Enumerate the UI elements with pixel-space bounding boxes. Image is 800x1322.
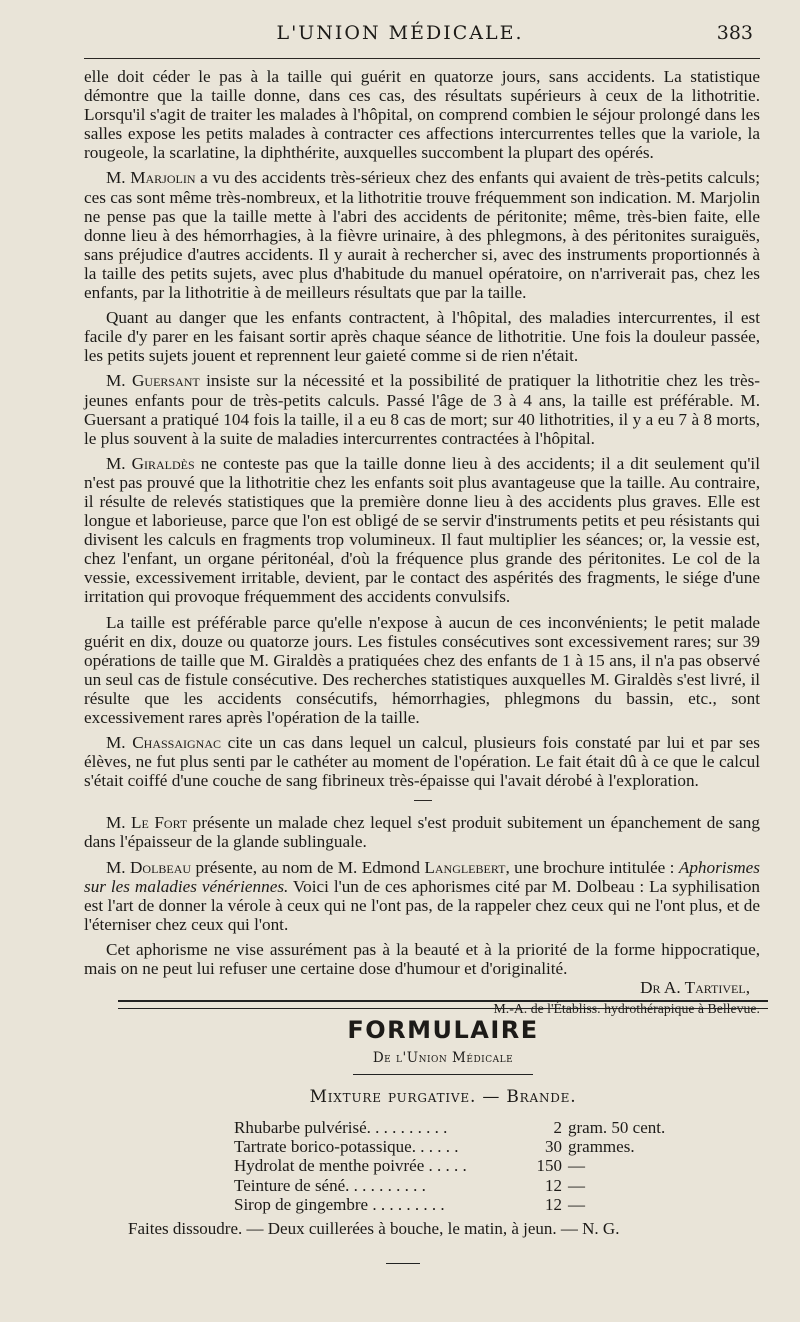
ingredient-name: Teinture de séné. . . . . . . . . . xyxy=(234,1175,426,1195)
recipe-title: Mixture purgative. — Brande. xyxy=(309,1087,577,1107)
paragraph-3: Quant au danger que les enfants contractent, à l'hôpital, des maladies intercurrentes, il est facile d'y parer en les faisant sortir après chaque séance de lithotritie. Une fois la douleur passée, les petits sujets jouent et reprennent leur gaieté comme si de rien n'était. xyxy=(84,308,760,366)
section-double-rule xyxy=(118,1000,768,1009)
ingredient-unit: grammes. xyxy=(568,1137,635,1157)
brochure-title: Aphorismes sur les maladies vénériennes. xyxy=(84,857,760,896)
formulaire-title: FORMULAIRE xyxy=(347,1016,539,1044)
end-rule xyxy=(386,1263,420,1264)
ingredient-row xyxy=(234,1176,704,1195)
ingredient-row xyxy=(234,1195,704,1214)
page-number: 383 xyxy=(716,22,753,44)
recipe-directions: Faites dissoudre. — Deux cuillerées à bouche, le matin, à jeun. — N. G. xyxy=(128,1219,620,1238)
speaker-name: M. Le Fort xyxy=(106,813,188,833)
section-dash xyxy=(414,800,432,801)
formulaire-rule xyxy=(353,1074,533,1075)
running-header xyxy=(0,22,800,52)
paragraph-giraldes: M. Giraldès ne conteste pas que la taille donne lieu à des accidents; il a dit seulement qu'il n'est pas prouvé que la lithotritie chez les enfants soit plus avantageuse que la taille. Au contraire, il résulte de relevés statistiques que la première donne lieu à des accidents plus graves. Elle est longue et laborieuse, parce que l'on est obligé de se servir d'instruments petits et peu résistants qui divisent les calculs en fragments trop volumineux. Il faut multiplier les séances; or, la vessie est, chez l'enfant, un organe péritonéal, d'où la fréquence plus grande des péritonites. Le col de la vessie, excessivement irritable, devient, par le contact des aspérités des fragments, le siége d'une irritation qui provoque fréquemment des accidents convulsifs. xyxy=(84,453,760,607)
ingredient-quantity: 12 xyxy=(545,1175,562,1195)
paragraph-1: elle doit céder le pas à la taille qui guérit en quatorze jours, sans accidents. La statistique démontre que la taille donne, dans ces cas, des résultats supérieurs à ceux de la lithotritie. Lorsqu'il s'agit de traiter les malades à l'hôpital, on comprend combien le séjour prolongé dans les salles expose les petits malades à contracter ces affections intercurrentes telles que la variole, la rougeole, la scarlatine, la diphthérite, auxquelles succombent la plupart des opérés. xyxy=(84,67,760,163)
paragraph-chassaignac: M. Chassaignac cite un cas dans lequel un calcul, plusieurs fois constaté par lui et par ses élèves, ne fut plus senti par le cathéter au moment de l'opération. Le fait était dû à ce que le calcul s'était coiffé d'une couche de sang fibrineux très-épaisse qui l'avait dérobé à l'exploration. xyxy=(84,733,760,791)
paragraph-dolbeau: M. Dolbeau présente, au nom de M. Edmond Langlebert, une brochure intitulée : Aphorismes sur les maladies vénériennes. Voici l'un de ces aphorismes cité par M. Dolbeau : La syphilisation est l'art de donner la vérole à ceux qui ne l'ont pas, de la rappeler chez ceux qui ne l'ont plus, et de l'éterniser chez ceux qui l'ont. xyxy=(84,857,761,934)
ingredient-row xyxy=(234,1156,704,1175)
ingredient-name: Hydrolat de menthe poivrée . . . . . xyxy=(234,1156,467,1176)
speaker-name: M. Giraldès xyxy=(106,453,195,473)
paragraph-le-fort: M. Le Fort présente un malade chez lequel s'est produit subitement un épanchement de sang dans l'épaisseur de la glande sublinguale. xyxy=(84,813,760,852)
speaker-name: M. Guersant xyxy=(106,371,200,391)
ingredient-unit: — xyxy=(568,1156,585,1176)
ingredient-quantity: 150 xyxy=(536,1156,562,1176)
paragraph-guersant: M. Guersant insiste sur la nécessité et la possibilité de pratiquer la lithotritie chez les très-jeunes enfants pour de très-petits calculs. Passé l'âge de 3 à 4 ans, la taille est préférable. M. Guersant a pratiqué 104 fois la taille, il a eu 8 cas de mort; sur 40 lithotrities, il y a eu 7 à 8 morts, le plus souvent à la suite de maladies intercurrentes contractées à l'hôpital. xyxy=(84,371,760,448)
speaker-name: M. Chassaignac xyxy=(106,733,222,753)
ingredient-row xyxy=(234,1137,704,1156)
header-rule xyxy=(84,58,760,59)
ingredient-name: Rhubarbe pulvérisé. . . . . . . . . . xyxy=(234,1118,448,1137)
paragraph-6: La taille est préférable parce qu'elle n'expose à aucun de ces inconvénients; le petit malade guérit en dix, douze ou quatorze jours. Les fistules consécutives sont excessivement rares; sur 39 opérations de taille que M. Giraldès a pratiquées chez des enfants de 1 à 15 ans, il n'a pas observé un seul cas de fistule consécutive. Des recherches statistiques auxquelles M. Giraldès s'est livré, il résulte que les accidents consécutifs, hémorrhagies, phlegmons du bassin, etc., sont excessivement rares après l'opération de la taille. xyxy=(84,612,760,727)
formulaire-section xyxy=(118,1016,768,1107)
paragraph-marjolin: M. Marjolin a vu des accidents très-sérieux chez des enfants qui avaient de très-petits calculs; ces cas sont même très-nombreux, et la lithotritie trouve fréquemment son indication. M. Marjolin ne pense pas que la taille mette à l'abri des accidents de péritonite; même, très-bien faite, elle donne lieu à des hémorrhagies, à la fièvre urinaire, à des phlegmons, à des péritonites suraiguës, sans préjudice d'autres accidents. Il y aurait à rechercher si, avec des instruments proportionnés à la taille des petits sujets, avec plus d'habitude du manuel opératoire, on n'arriverait pas, chez les enfants, par la lithotritie à de meilleurs résultats que par la taille. xyxy=(84,168,760,303)
ingredient-unit: — xyxy=(568,1194,585,1214)
speaker-name: M. Dolbeau xyxy=(106,857,192,877)
ingredient-row xyxy=(234,1118,704,1137)
ingredient-unit: — xyxy=(568,1175,585,1195)
ingredient-name: Sirop de gingembre . . . . . . . . . xyxy=(234,1194,445,1214)
ingredient-quantity: 2 xyxy=(553,1118,562,1137)
paragraph-10: Cet aphorisme ne vise assurément pas à la beauté et à la priorité de la forme hippocratique, mais on ne peut lui refuser une certaine dose d'humour et d'originalité. xyxy=(84,939,760,979)
article-body xyxy=(84,67,760,1018)
ingredient-quantity: 30 xyxy=(545,1137,562,1157)
ingredient-unit: gram. 50 cent. xyxy=(568,1118,666,1137)
ingredient-name: Tartrate borico-potassique. . . . . . xyxy=(234,1137,459,1157)
ingredient-quantity: 12 xyxy=(545,1194,562,1214)
signature-affiliation: M.-A. de l'Établiss. hydrothérapique à Bellevue. xyxy=(493,1001,760,1017)
signature-name: Dr A. Tartivel, xyxy=(640,978,750,998)
formulaire-subtitle: De l'Union Médicale xyxy=(372,1050,514,1066)
recipe-ingredients xyxy=(234,1118,704,1214)
journal-title: L'UNION MÉDICALE. xyxy=(276,22,524,44)
speaker-name: M. Marjolin xyxy=(106,168,196,188)
